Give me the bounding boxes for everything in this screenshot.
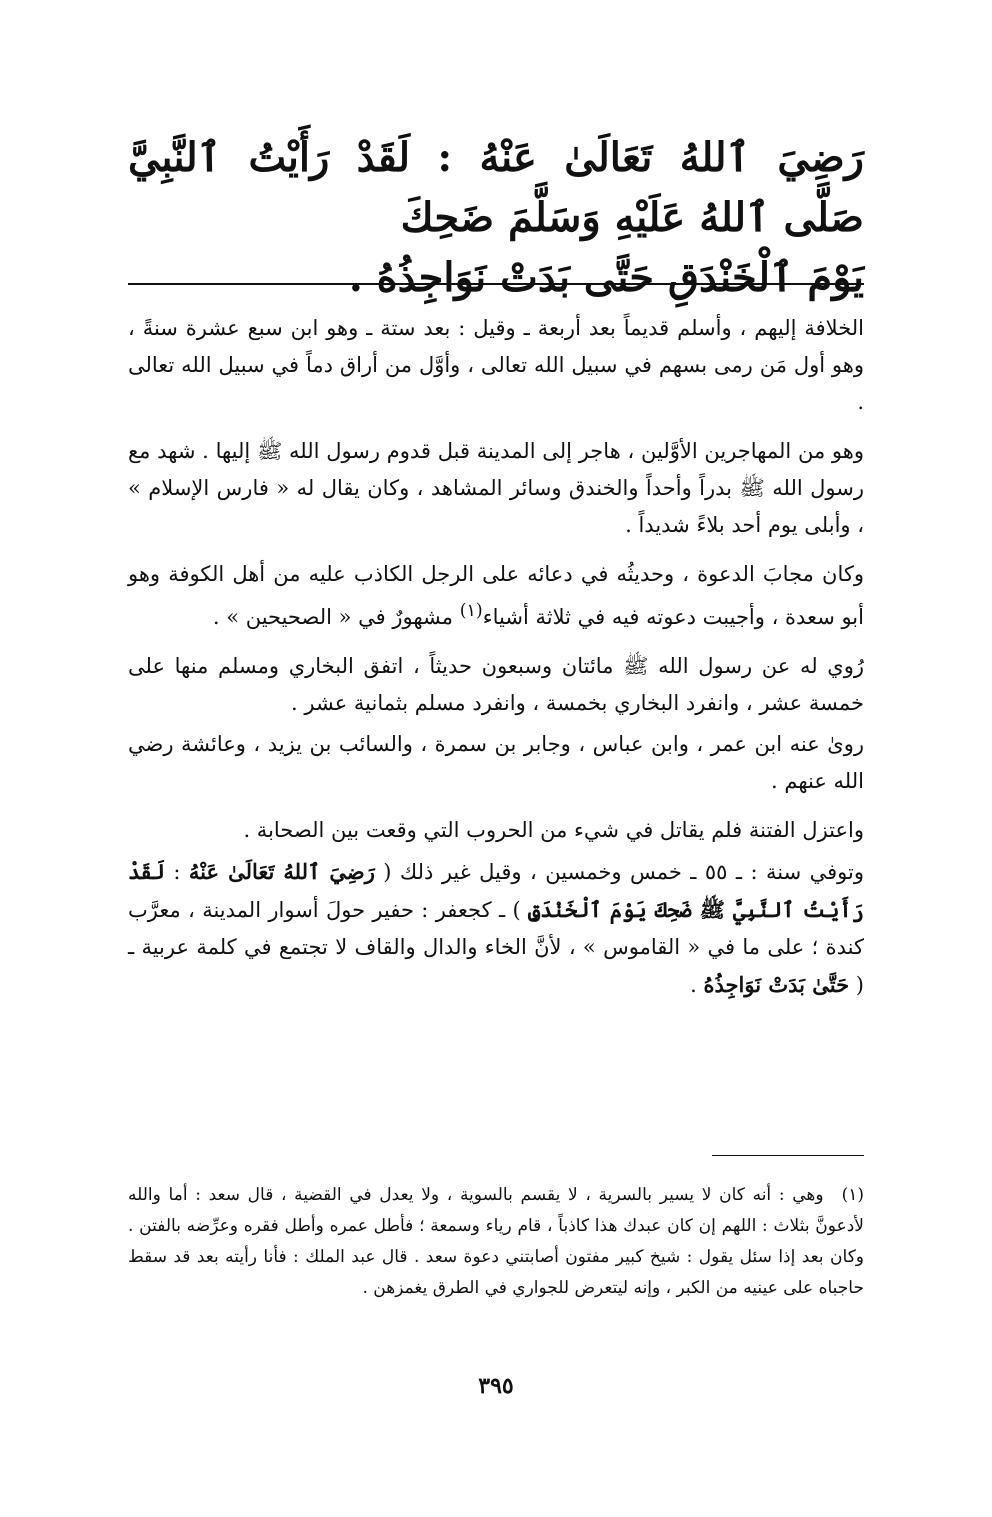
footnote-text: وهي : أنه كان لا يسير بالسرية ، لا يقسم بالسوية ، ولا يعدل في القضية ، قال سعد : أما والله لأدعونَّ بثلاث : اللهم إن كان عبدك هذا كاذباً ، قام رياء وسمعة ؛ فأطل عمره وأطل فقره وعرِّضه بالفتن . وكان بعد إذا سئل يقول : شيخ كبير مفتون أصابتني دعوة سعد . قال عبد الملك : فأنا رأيته بعد قد سقط حاجباه على عينيه من الكبر ، وإنه ليتعرض للجواري في الطرق يغمزهن . [128,1185,864,1298]
paragraph-5: روىٰ عنه ابن عمر ، وابن عباس ، وجابر بن سمرة ، والسائب بن يزيد ، وعائشة رضي الله عنهم . [128,732,864,793]
hadith-heading [128,128,864,308]
paragraph-7-text-a: وتوفي سنة : ـ ٥٥ ـ خمس وخمسين ، وقيل غير ذلك ( [374,860,864,884]
paragraph-7-text-e: ) ـ كجعفر : حفير حولَ أسوار المدينة ، معرَّب كندة ؛ على ما في « القاموس » ، لأنَّ الخاء والدال والقاف لا تجتمع في كلمة عربية ـ ( [128,898,864,997]
footnote [128,1180,864,1304]
paragraph-3-text-a: وكان مجابَ الدعوة ، وحديثُه في دعائه على الرجل الكاذب عليه من أهل الكوفة وهو أبو سعدة ، وأجيبت دعوته فيه في ثلاثة أشياء [128,562,864,629]
quoted-hadith-phrase: لَقَدْ رَأَيْتُ ٱلنَّبِيَّ ﷺ ضَحِكَ يَوْمَ ٱلْخَنْدَقِ [128,859,864,922]
paragraph-4: رُوي له عن رسول الله ﷺ مائتان وسبعون حديثاً ، اتفق البخاري ومسلم منها على خمسة عشر ، وانفرد البخاري بخمسة ، وانفرد مسلم بثمانية عشر . [128,654,864,715]
paragraph-3 [128,556,864,636]
hadith-line-2: يَوْمَ ٱلْخَنْدَقِ حَتَّى بَدَتْ نَوَاجِذُهُ . [348,254,864,301]
paragraph-6: واعتزل الفتنة فلم يقاتل في شيء من الحروب التي وقعت بين الصحابة . [243,818,864,842]
footnote-number: (١) [841,1185,864,1205]
paragraph-7 [128,853,864,1004]
footnote-reference: (١) [459,601,483,621]
page-number: ٣٩٥ [478,1373,514,1399]
hadith-line-1: رَضِيَ ٱللهُ تَعَالَىٰ عَنْهُ : لَقَدْ رَأَيْتُ ٱلنَّبِيَّ صَلَّى ٱللهُ عَلَيْهِ وَسَلَّمَ ضَحِكَ [128,134,864,241]
quoted-honorific: رَضِيَ ٱللهُ تَعَالَىٰ عَنْهُ [188,859,375,884]
paragraph-7-text-g: . [690,973,704,997]
section-divider [128,283,864,285]
quoted-hadith-ending: حَتَّىٰ بَدَتْ نَوَاجِذُهُ [703,972,850,997]
paragraph-2: وهو من المهاجرين الأوَّلين ، هاجر إلى المدينة قبل قدوم رسول الله ﷺ إليها . شهد مع رسول الله ﷺ بدراً وأحداً والخندق وسائر المشاهد ، وكان يقال له « فارس الإسلام » ، وأبلى يوم أحد بلاءً شديداً . [128,439,864,537]
paragraph-1: الخلافة إليهم ، وأسلم قديماً بعد أربعة ـ وقيل : بعد ستة ـ وهو ابن سبع عشرة سنةً ، وهو أول مَن رمى بسهم في سبيل الله تعالى ، وأوَّل من أراق دماً في سبيل الله تعالى . [128,316,864,414]
paragraph-3-text-b: مشهورٌ في « الصحيحين » . [212,605,460,629]
commentary-body [128,310,864,1016]
paragraph-7-text-c: : [164,860,189,884]
footnote-divider [712,1155,864,1156]
